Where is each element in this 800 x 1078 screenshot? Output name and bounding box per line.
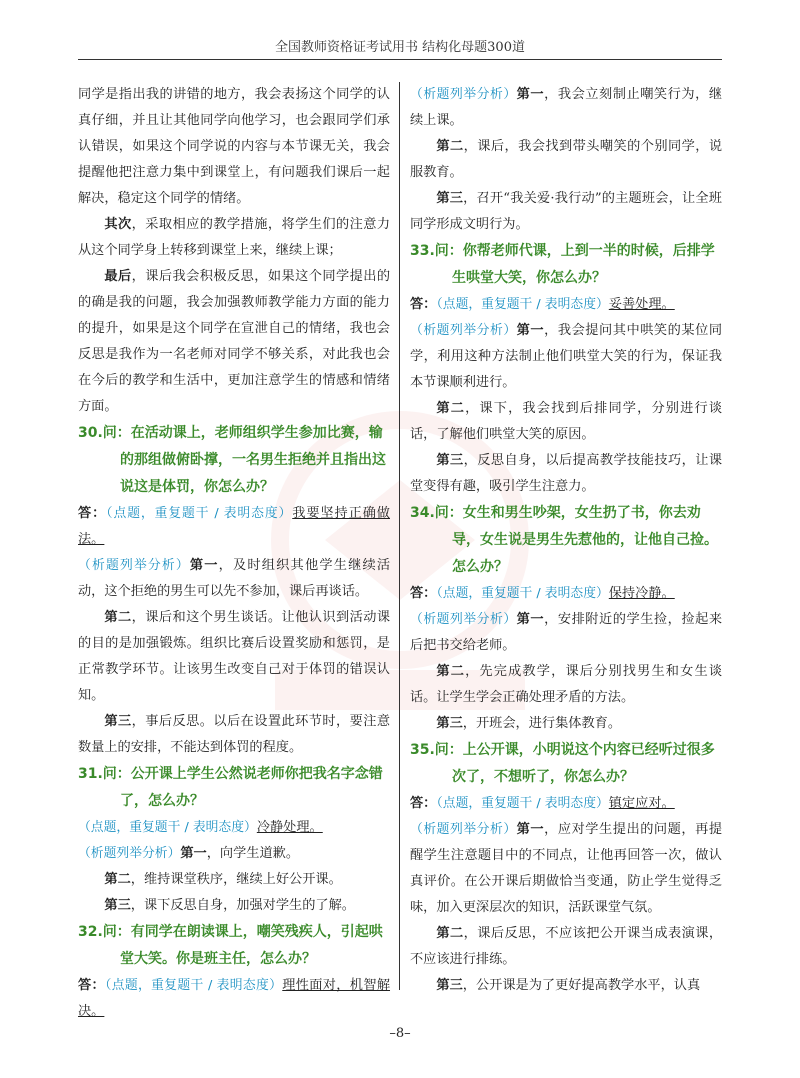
- step-text: ，安排附近的学生捡，捡起来后把书交给老师。: [410, 612, 723, 653]
- method-tag: （析题列举分析）: [78, 558, 190, 573]
- page-header: [78, 36, 722, 60]
- step-text: ，课后反思，不应该把公开课当成表演课，不应该进行排练。: [410, 926, 723, 967]
- question-30: 30.问：在活动课上，老师组织学生参加比赛，输的那组做俯卧撑，一名男生拒绝并且指出这说这是体罚，你怎么办？: [78, 425, 386, 495]
- answer-35: [410, 791, 722, 817]
- method-tag: （析题列举分析）: [410, 822, 517, 837]
- answer-32-step-3: [410, 186, 722, 238]
- step-text: ，开班会，进行集体教育。: [462, 716, 622, 731]
- step-lead: 其次: [104, 217, 132, 232]
- step-lead: 第二: [436, 926, 464, 941]
- step-text: ，事后反思。以后在设置此环节时，要注意数量上的安排，不能达到体罚的程度。: [78, 714, 391, 755]
- answer-stance: 我要坚持正确做法。: [78, 506, 390, 547]
- answer-32: [78, 973, 390, 1025]
- answer-31-step-2: [78, 867, 390, 893]
- step-text: ，向学生道歉。: [206, 846, 300, 861]
- right-column: [410, 82, 722, 999]
- step-lead: 第三: [436, 716, 463, 731]
- answer-32-step-2: [410, 134, 722, 186]
- step-text: ，采取相应的教学措施，将学生们的注意力从这个同学身上转移到课堂上来，继续上课；: [78, 217, 391, 258]
- step-lead: 第二: [104, 872, 131, 887]
- step-text: ，公开课是为了更好提高教学水平，认真: [462, 978, 701, 993]
- answer-30: [78, 501, 390, 553]
- step-text: ，维持课堂秩序，继续上好公开课。: [130, 872, 342, 887]
- answer-label: 答：: [410, 796, 437, 811]
- step-lead: 第一: [516, 323, 545, 338]
- step-text: ，反思自身，以后提高教学技能技巧，让课堂变得有趣，吸引学生注意力。: [410, 453, 723, 494]
- answer-33-step-1: [410, 318, 722, 396]
- answer-33-step-3: [410, 448, 722, 500]
- question-32: 32.问：有同学在朗读课上，嘲笑残疾人，引起哄堂大笑。你是班主任，怎么办？: [78, 924, 383, 967]
- answer-stance: 冷静处理。: [256, 820, 323, 835]
- answer-label: 答：: [78, 978, 106, 993]
- answer-35-step-3: [410, 973, 722, 999]
- method-tag: （点题，重复题干 / 表明态度）: [106, 506, 293, 521]
- method-tag: （点题，重复题干 / 表明态度）: [78, 820, 257, 835]
- method-tag: （点题，重复题干 / 表明态度）: [436, 796, 609, 811]
- step-lead: 第三: [436, 978, 463, 993]
- step-text: ，课下，我会找到后排同学，分别进行谈话，了解他们哄堂大笑的原因。: [410, 401, 723, 442]
- method-tag: （析题列举分析）: [410, 612, 517, 627]
- step-lead: 最后: [104, 269, 132, 284]
- step-lead: 第三: [104, 898, 131, 913]
- answer-30-step-3: [78, 709, 390, 761]
- method-tag: （析题列举分析）: [410, 87, 517, 102]
- step-lead: 第一: [180, 846, 207, 861]
- paragraph: [78, 212, 390, 264]
- answer-33-step-2: [410, 396, 722, 448]
- answer-34-step-3: [410, 711, 722, 737]
- step-text: ，课下反思自身，加强对学生的了解。: [130, 898, 355, 913]
- step-text: ，应对学生提出的问题，再提醒学生注意题目中的不同点，让他再回答一次，做认真评价。在公开课后期做恰当变通，防止学生觉得乏味，加入更深层次的知识，活跃课堂气氛。: [410, 822, 723, 915]
- answer-33: [410, 292, 722, 318]
- paragraph: [78, 264, 390, 420]
- method-tag: （析题列举分析）: [410, 323, 517, 338]
- answer-35-step-1: [410, 817, 722, 921]
- question-34: 34.问：女生和男生吵架，女生扔了书，你去劝导，女生说是男生先惹他的，让他自己捡。怎么办？: [410, 505, 718, 575]
- answer-stance: 镇定应对。: [608, 796, 675, 811]
- step-lead: 第二: [104, 610, 132, 625]
- step-text: ，我会提问其中哄笑的某位同学，利用这种方法制止他们哄堂大笑的行为，保证我本节课顺利进行。: [410, 323, 723, 390]
- method-tag: （点题，重复题干 / 表明态度）: [436, 586, 609, 601]
- header-title: 全国教师资格证考试用书 结构化母题300道: [275, 40, 525, 55]
- answer-34-step-1: [410, 607, 722, 659]
- step-text: ，课后和这个男生谈话。让他认识到活动课的目的是加强锻炼。组织比赛后设置奖励和惩罚，是正常教学环节。让该男生改变自己对于体罚的错误认知。: [78, 610, 391, 703]
- answer-35-step-2: [410, 921, 722, 973]
- step-text: ，召开“我关爱·我行动”的主题班会，让全班同学形成文明行为。: [410, 191, 722, 232]
- step-lead: 第一: [516, 822, 545, 837]
- step-lead: 第三: [104, 714, 132, 729]
- answer-30-step-1: [78, 553, 390, 605]
- step-text: ，及时组织其他学生继续活动，这个拒绝的男生可以先不参加，课后再谈话。: [78, 558, 391, 599]
- page-number: –8–: [389, 1026, 411, 1041]
- step-text: ，课后我会积极反思，如果这个同学提出的的确是我的问题，我会加强教师教学能力方面的能力的提升，如果是这个同学在宣泄自己的情绪，我也会反思是我作为一名老师对同学不够关系，对此我也会在今后的教学和生活中，更加注意学生的情感和情绪方面。: [78, 269, 391, 414]
- method-tag: （析题列举分析）: [78, 846, 181, 861]
- step-text: ，我会立刻制止嘲笑行为，继续上课。: [410, 87, 723, 128]
- method-tag: （点题，重复题干 / 表明态度）: [436, 297, 609, 312]
- step-lead: 第一: [189, 558, 219, 573]
- step-lead: 第二: [436, 139, 464, 154]
- question-31: 31.问：公开课上学生公然说老师你把我名字念错了，怎么办？: [78, 766, 383, 809]
- question-33: 33.问：你帮老师代课，上到一半的时候，后排学生哄堂大笑，你怎么办？: [410, 243, 715, 286]
- step-lead: 第三: [436, 191, 464, 206]
- answer-30-step-2: [78, 605, 390, 709]
- method-tag: （点题，重复题干 / 表明态度）: [105, 978, 283, 993]
- step-text: ，课后，我会找到带头嘲笑的个别同学，说服教育。: [410, 139, 723, 180]
- answer-34-step-2: [410, 659, 722, 711]
- answer-label: 答：: [410, 586, 437, 601]
- answer-stance: 妥善处理。: [608, 297, 675, 312]
- answer-stance: 保持冷静。: [608, 586, 675, 601]
- left-column: [78, 82, 390, 1025]
- answer-31-step-1: [78, 841, 390, 867]
- step-lead: 第三: [436, 453, 464, 468]
- step-lead: 第一: [516, 612, 545, 627]
- step-lead: 第二: [436, 401, 466, 416]
- paragraph: 同学是指出我的讲错的地方，我会表扬这个同学的认真仔细，并且让其他同学向他学习，也会跟同学们承认错误，如果这个同学说的内容与本节课无关，我会提醒他把注意力集中到课堂上，有问题我们课后一起解决，稳定这个同学的情绪。: [78, 87, 390, 206]
- question-35: 35.问：上公开课，小明说这个内容已经听过很多次了，不想听了，你怎么办？: [410, 742, 715, 785]
- answer-label: 答：: [78, 506, 107, 521]
- step-text: ，先完成教学，课后分别找男生和女生谈话。让学生学会正确处理矛盾的方法。: [410, 664, 723, 705]
- column-divider: [399, 82, 400, 990]
- answer-32-step-1: [410, 82, 722, 134]
- answer-34: [410, 581, 722, 607]
- step-lead: 第二: [436, 664, 466, 679]
- answer-31: [78, 815, 390, 841]
- answer-stance: 理性面对，机智解决。: [78, 978, 391, 1019]
- answer-label: 答：: [410, 297, 437, 312]
- step-lead: 第一: [516, 87, 545, 102]
- answer-31-step-3: [78, 893, 390, 919]
